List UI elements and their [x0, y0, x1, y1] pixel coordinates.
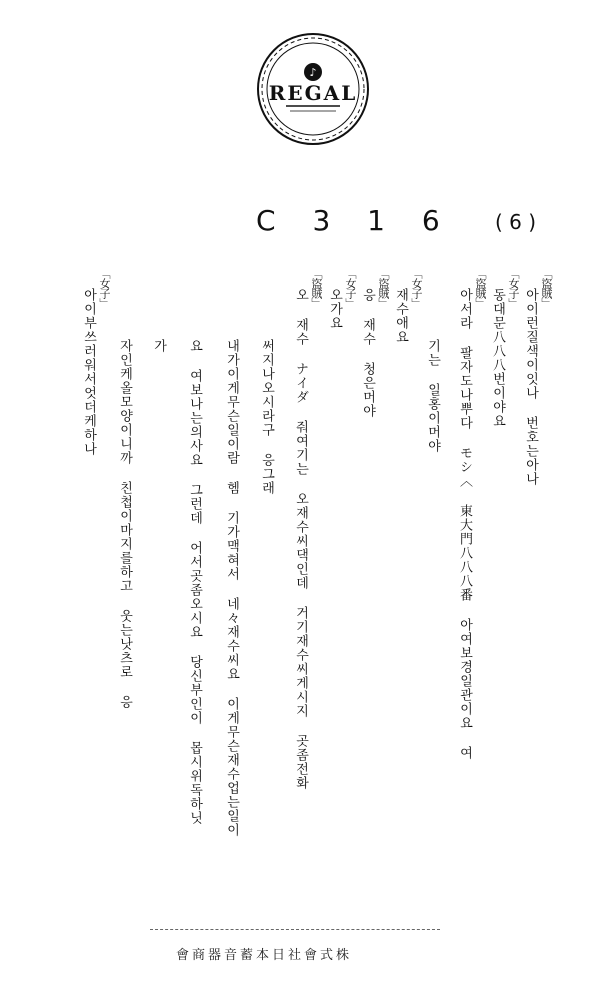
dialogue-column [489, 268, 521, 428]
speaker-label: 「盜賊」 [310, 268, 323, 308]
dialogue-column [223, 339, 239, 837]
speaker-label: 「女子」 [410, 268, 423, 308]
dialogue-text: 내가이게무슨일이람 헴 기가맥혀서 네々재수씨요 이게무슨재수업는일이 [224, 339, 239, 837]
logo-brand: REGAL [268, 81, 358, 105]
dialogue-column [326, 268, 358, 330]
dialogue-text: 오 재수 ナイダ 줘여기는 오재수씨댁인데 거기재수씨게시지 곳좀전화 [293, 288, 308, 790]
speaker-label: 「女子」 [344, 268, 357, 308]
dialogue-text: 동대문八八八번이야요 [490, 288, 505, 428]
speaker-label: 「女子」 [507, 268, 520, 308]
dialogue-text: 아이부쓰러워서엇더케하나 [81, 288, 96, 456]
dialogue-column [292, 268, 324, 790]
dialogue-column [424, 339, 440, 453]
dialogue-column [186, 339, 202, 825]
dialogue-text: 재수애요 [393, 288, 408, 344]
publisher-name: 株式會社日本蓄音器商會 [176, 948, 353, 963]
dialogue-text: 아이런질색이잇나 번호는아나 [523, 288, 538, 486]
page-number: ( 6 ) [495, 210, 537, 234]
dialogue-column [456, 268, 488, 760]
dialogue-column [359, 268, 391, 418]
dialogue-text: 오가요 [327, 288, 342, 330]
dialogue-column [150, 339, 166, 353]
record-code: C 3 1 6 [256, 204, 454, 237]
speaker-label: 「盜賊」 [474, 268, 487, 308]
speaker-label: 「盜賊」 [540, 268, 553, 308]
dialogue-column [80, 268, 112, 456]
dialogue-text: 써지나오시라구 응그래 [259, 339, 274, 495]
dialogue-column [392, 268, 424, 344]
dialogue-text: 요 여보나는의사요 그런데 어서곳좀오시요 당신부인이 몹시위독하닛 [187, 339, 202, 825]
dialogue-column [116, 339, 132, 709]
speaker-label: 「盜賊」 [377, 268, 390, 308]
dialogue-text: 아서라 팔자도나뿌다 モシ〈 東大門八八八番 아여보경일관이요 여 [457, 288, 472, 760]
dialogue-text: 응 재수 청은머야 [360, 288, 375, 418]
dialogue-column [258, 339, 274, 495]
svg-text:♪: ♪ [309, 66, 317, 79]
footer-divider [150, 929, 440, 930]
dialogue-text: 가 [151, 339, 166, 353]
speaker-label: 「女子」 [98, 268, 111, 308]
dialogue-column [522, 268, 554, 486]
dialogue-text: 자인케올모양이니까 친첩이마지를하고 웃는낫츠로 응 [117, 339, 132, 709]
dialogue-text: 기는 일홍이머야 [425, 339, 440, 453]
regal-record-label-logo [256, 32, 370, 146]
